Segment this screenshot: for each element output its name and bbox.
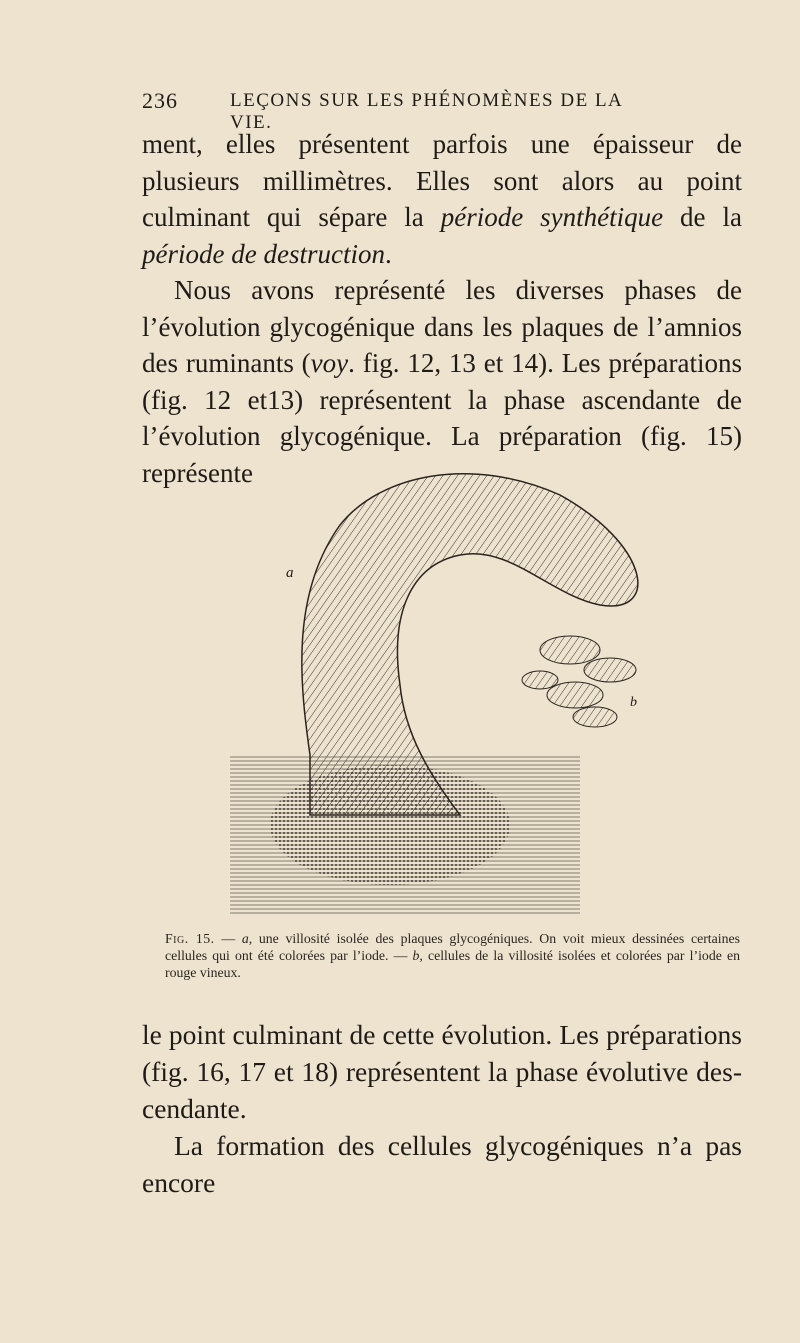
text-run: . fig. 12, 13 et 14). Les préparations (fig. 12 et13) représentent la phase ascendante de l’évolution glycogénique. La préparation (fig. 15) représente — [142, 348, 742, 488]
page-number: 236 — [142, 88, 178, 113]
text-run: . — [384, 238, 392, 269]
bottom-text-block — [142, 1016, 742, 1201]
figure-label-a: a — [286, 565, 294, 581]
figure-caption — [165, 930, 740, 981]
running-title: LEÇONS SUR LES PHÉNOMÈNES DE LA VIE. — [230, 90, 623, 133]
italic-term: a — [241, 931, 249, 946]
text-run: de la — [663, 202, 742, 232]
top-text-block — [142, 126, 742, 491]
text-run: , cellules de la villosité isolées et colorées par l’iode en rouge vineux. — [165, 948, 740, 980]
caption-fig-number: Fig. 15. — [165, 931, 215, 946]
text-run: ment, elles présentent parfois une épaisseur de plusieurs millimètres. Elles sont alors au point culminant qui sépare la — [142, 129, 742, 232]
page-header — [142, 88, 662, 133]
paragraph: La formation des cellules glycogéniques n’a pas encore — [142, 1130, 742, 1198]
text-run: — — [214, 931, 242, 946]
paragraph — [142, 126, 742, 272]
figure-label-b: b — [630, 695, 637, 710]
italic-term: période de destruction — [142, 238, 385, 269]
villosity-illustration — [230, 455, 650, 915]
text-run: , une villosité isolée des plaques glycogéniques. On voit mieux dessinées certaines cellules qui ont été colorées par l’iode. — — [165, 931, 740, 963]
italic-term: voy — [310, 348, 349, 378]
text-run: Nous avons représenté les diverses phases de l’évolution glycogénique dans les plaques de l’amnios des ruminants ( — [142, 275, 742, 378]
paragraph: le point culminant de cette évolution. Les préparations (fig. 16, 17 et 18) représentent la phase évolutive descendante. — [142, 1019, 742, 1124]
italic-term: période synthétique — [440, 202, 664, 232]
italic-term: b — [412, 948, 420, 963]
